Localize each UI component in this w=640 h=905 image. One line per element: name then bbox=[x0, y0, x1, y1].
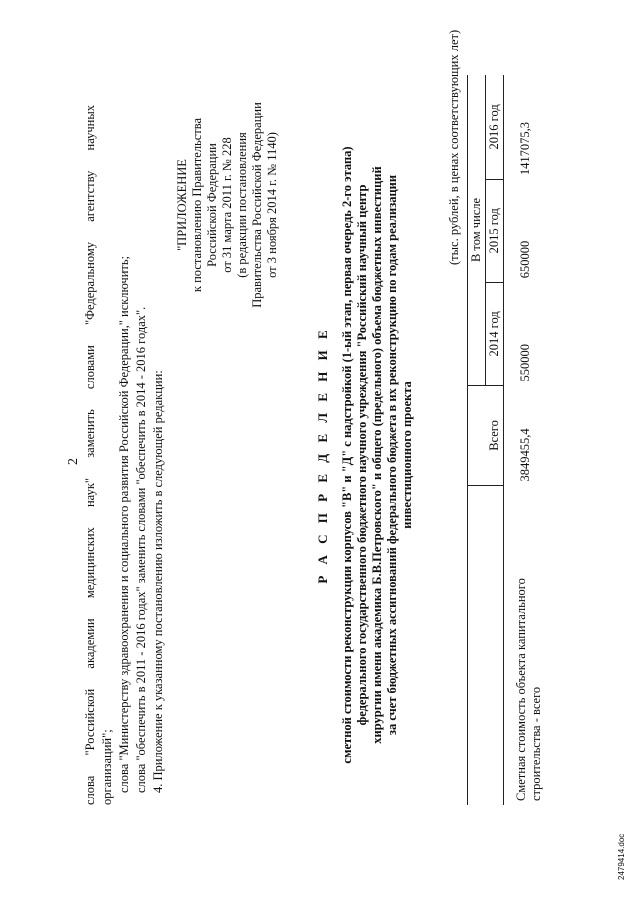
annex-line: Правительства Российской Федерации bbox=[250, 102, 264, 308]
subtitle-line: сметной стоимости реконструкции корпусов "В" и "Д" с надстройкой (1-ый этап, первая очередь 2-го этапа) bbox=[340, 146, 354, 764]
document-subtitle bbox=[340, 105, 415, 805]
amendment-line: 4. Приложение к указанному постановлению изложить в следующей редакции: bbox=[151, 370, 165, 793]
distribution-table bbox=[467, 75, 545, 805]
amendment-line: слова "обеспечить в 2011 - 2016 годах" заменить словами "обеспечить в 2014 - 2016 годах". bbox=[134, 306, 148, 793]
header-year: 2016 год bbox=[486, 75, 504, 179]
header-including: В том числе bbox=[468, 75, 486, 385]
annex-header bbox=[175, 85, 280, 325]
header-year: 2014 год bbox=[486, 282, 504, 385]
row-value-2016: 1417075,3 bbox=[504, 75, 546, 179]
row-label-line: строительства - всего bbox=[529, 686, 543, 801]
row-total: 3849455,4 bbox=[504, 385, 546, 485]
amendment-line: слова "Министерству здравоохранения и социального развития Российской Федерации," исключить; bbox=[117, 255, 131, 793]
annex-line: (в редакции постановления bbox=[235, 132, 249, 278]
subtitle-line: хирургии имени академика Б.В.Петровского" и общего (предельного) объема бюджетных инвестиций bbox=[370, 166, 384, 744]
row-value-2015: 650000 bbox=[504, 179, 546, 282]
page-number: 2 bbox=[66, 458, 81, 465]
table-row bbox=[504, 75, 546, 805]
header-empty-cell bbox=[468, 485, 504, 805]
units-note: (тыс. рублей, в ценах соответствующих лет) bbox=[447, 29, 461, 265]
header-total: Всего bbox=[468, 385, 504, 485]
annex-line: к постановлению Правительства bbox=[190, 117, 204, 293]
header-year: 2015 год bbox=[486, 179, 504, 282]
annex-line: Российской Федерации bbox=[205, 143, 219, 267]
row-value-2014: 550000 bbox=[504, 282, 546, 385]
amendment-paragraph bbox=[82, 105, 167, 805]
amendment-line: организаций"; bbox=[100, 729, 114, 805]
annex-line: от 31 марта 2011 г. № 228 bbox=[220, 137, 234, 273]
annex-line: "ПРИЛОЖЕНИЕ bbox=[175, 159, 189, 251]
subtitle-line: федерального государственного бюджетного научного учреждения "Российский научный центр bbox=[355, 184, 369, 726]
row-label bbox=[504, 485, 546, 805]
document-title: Р А С П Р Е Д Е Л Е Н И Е bbox=[315, 326, 330, 584]
annex-line: от 3 ноября 2014 г. № 1140) bbox=[265, 132, 279, 278]
subtitle-line: за счет бюджетных ассигнований федерального бюджета в их реконструкцию по годам реализации bbox=[385, 174, 399, 736]
amendment-line: слова "Российской академии медицинских наук" заменить словами "Федеральному агентству научных bbox=[83, 105, 97, 805]
row-label-line: Сметная стоимость объекта капитального bbox=[514, 578, 528, 801]
subtitle-line: инвестиционного проекта bbox=[400, 381, 414, 529]
file-footer: 2479414.doc bbox=[617, 833, 626, 880]
table-header-row bbox=[468, 75, 486, 805]
